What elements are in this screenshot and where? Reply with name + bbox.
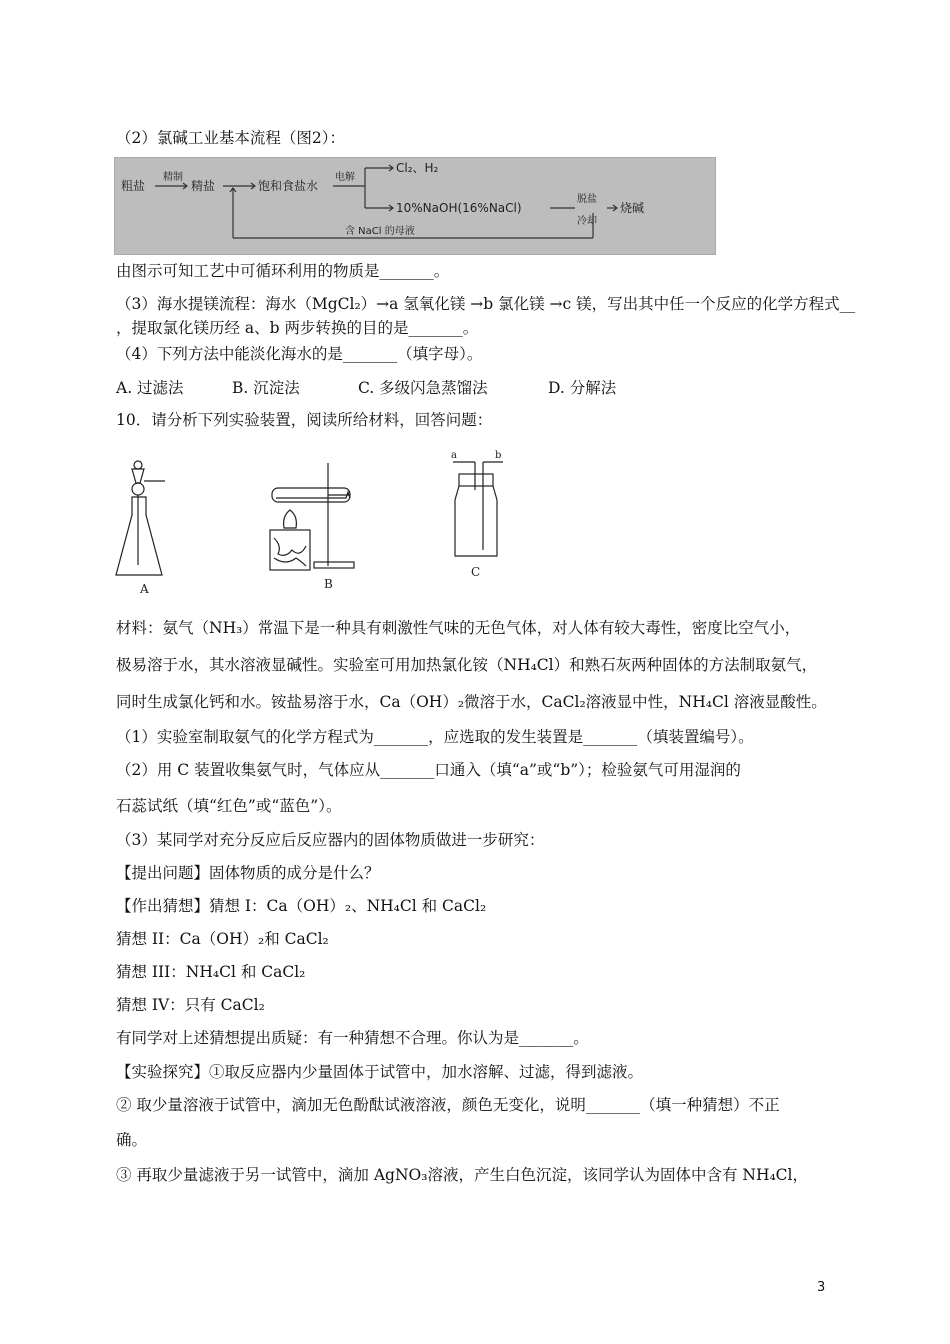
section2-question: 由图示可知工艺中可循环利用的物质是_______。 (116, 262, 450, 280)
flow-brine: 饱和食盐水 (258, 179, 319, 193)
q10-part3: （3）某同学对充分反应后反应器内的固体物质做进一步研究： (116, 831, 545, 849)
experiment-3: ③ 再取少量滤液于另一试管中，滴加 AgNO₃溶液，产生白色沉淀，该同学认为固体中含有 NH₄Cl， (116, 1166, 808, 1184)
section4-question: （4）下列方法中能淡化海水的是_______（填字母）。 (116, 345, 483, 363)
option-c: C. 多级闪急蒸馏法 (358, 379, 488, 397)
flow-mother-liquor-label: 含 NaCl 的母液 (345, 226, 415, 237)
q10-part2b: 石蕊试纸（填“红色”或“蓝色”）。 (116, 797, 342, 815)
flow-naoh-solution: 10%NaOH(16%NaCl) (396, 201, 522, 215)
option-b: B. 沉淀法 (232, 379, 300, 397)
experiment-1: 【实验探究】①取反应器内少量固体于试管中，加水溶解、过滤，得到滤液。 (116, 1063, 644, 1081)
flow-electrolysis-label: 电解 (335, 172, 355, 183)
port-b: b (495, 450, 502, 461)
port-a: a (451, 450, 457, 461)
experiment-2a: ② 取少量溶液于试管中，滴加无色酚酞试液溶液，颜色无变化，说明_______（填一种猜想）不正 (116, 1096, 780, 1114)
guess-2: 猜想 II：Ca（OH）₂和 CaCl₂ (116, 930, 329, 948)
apparatus-b (262, 458, 372, 598)
section3-line1: （3）海水提镁流程：海水（MgCl₂）→a 氢氧化镁 →b 氯化镁 →c 镁，写出其中任一个反应的化学方程式__ (116, 295, 856, 313)
q10-part2a: （2）用 C 装置收集氨气时，气体应从_______口通入（填“a”或“b”）；检验氨气可用湿润的 (116, 761, 741, 779)
flow-gas-products: Cl₂、H₂ (396, 161, 439, 175)
label-b: B (324, 577, 333, 591)
flow-desalt-label: 脱盐 (577, 194, 597, 205)
flow-caustic-soda: 烧碱 (620, 201, 645, 215)
guess-1: 【作出猜想】猜想 I：Ca（OH）₂、NH₄Cl 和 CaCl₂ (116, 897, 487, 915)
chlor-alkali-flowchart (114, 157, 716, 255)
experiment-2b: 确。 (116, 1131, 148, 1149)
guess-3: 猜想 III：NH₄Cl 和 CaCl₂ (116, 963, 306, 981)
flow-refine-label: 精制 (163, 172, 183, 183)
section3-line2: ，提取氯化镁历经 a、b 两步转换的目的是_______。 (116, 319, 479, 337)
section2-heading: （2）氯碱工业基本流程（图2）： (116, 129, 345, 147)
q10-title: 10．请分析下列实验装置，阅读所给材料，回答问题： (116, 411, 493, 429)
material-line3: 同时生成氯化钙和水。铵盐易溶于水，Ca（OH）₂微溶于水，CaCl₂溶液显中性，NH₄Cl 溶液显酸性。 (116, 693, 827, 711)
q10-part1: （1）实验室制取氨气的化学方程式为_______，应选取的发生装置是_______（填装置编号）。 (116, 728, 754, 746)
material-line1: 材料：氨气（NH₃）常温下是一种具有刺激性气味的无色气体，对人体有较大毒性，密度比空气小， (116, 619, 801, 637)
option-d: D. 分解法 (548, 379, 617, 397)
flow-crude-salt: 粗盐 (121, 179, 146, 193)
doubt-line: 有同学对上述猜想提出质疑：有一种猜想不合理。你认为是_______。 (116, 1029, 589, 1047)
flow-refined-salt: 精盐 (191, 179, 216, 193)
material-line2: 极易溶于水，其水溶液显碱性。实验室可用加热氯化铵（NH₄Cl）和熟石灰两种固体的方法制取氨气， (116, 656, 818, 674)
ask-question: 【提出问题】固体物质的成分是什么？ (116, 864, 380, 882)
apparatus-c (445, 450, 515, 585)
label-a: A (140, 582, 149, 596)
label-c: C (471, 565, 481, 579)
apparatus-a (110, 455, 180, 600)
page-number: 3 (817, 1280, 826, 1295)
flow-cool-label: 冷却 (577, 216, 597, 227)
option-a: A. 过滤法 (116, 379, 184, 397)
guess-4: 猜想 IV：只有 CaCl₂ (116, 996, 265, 1014)
